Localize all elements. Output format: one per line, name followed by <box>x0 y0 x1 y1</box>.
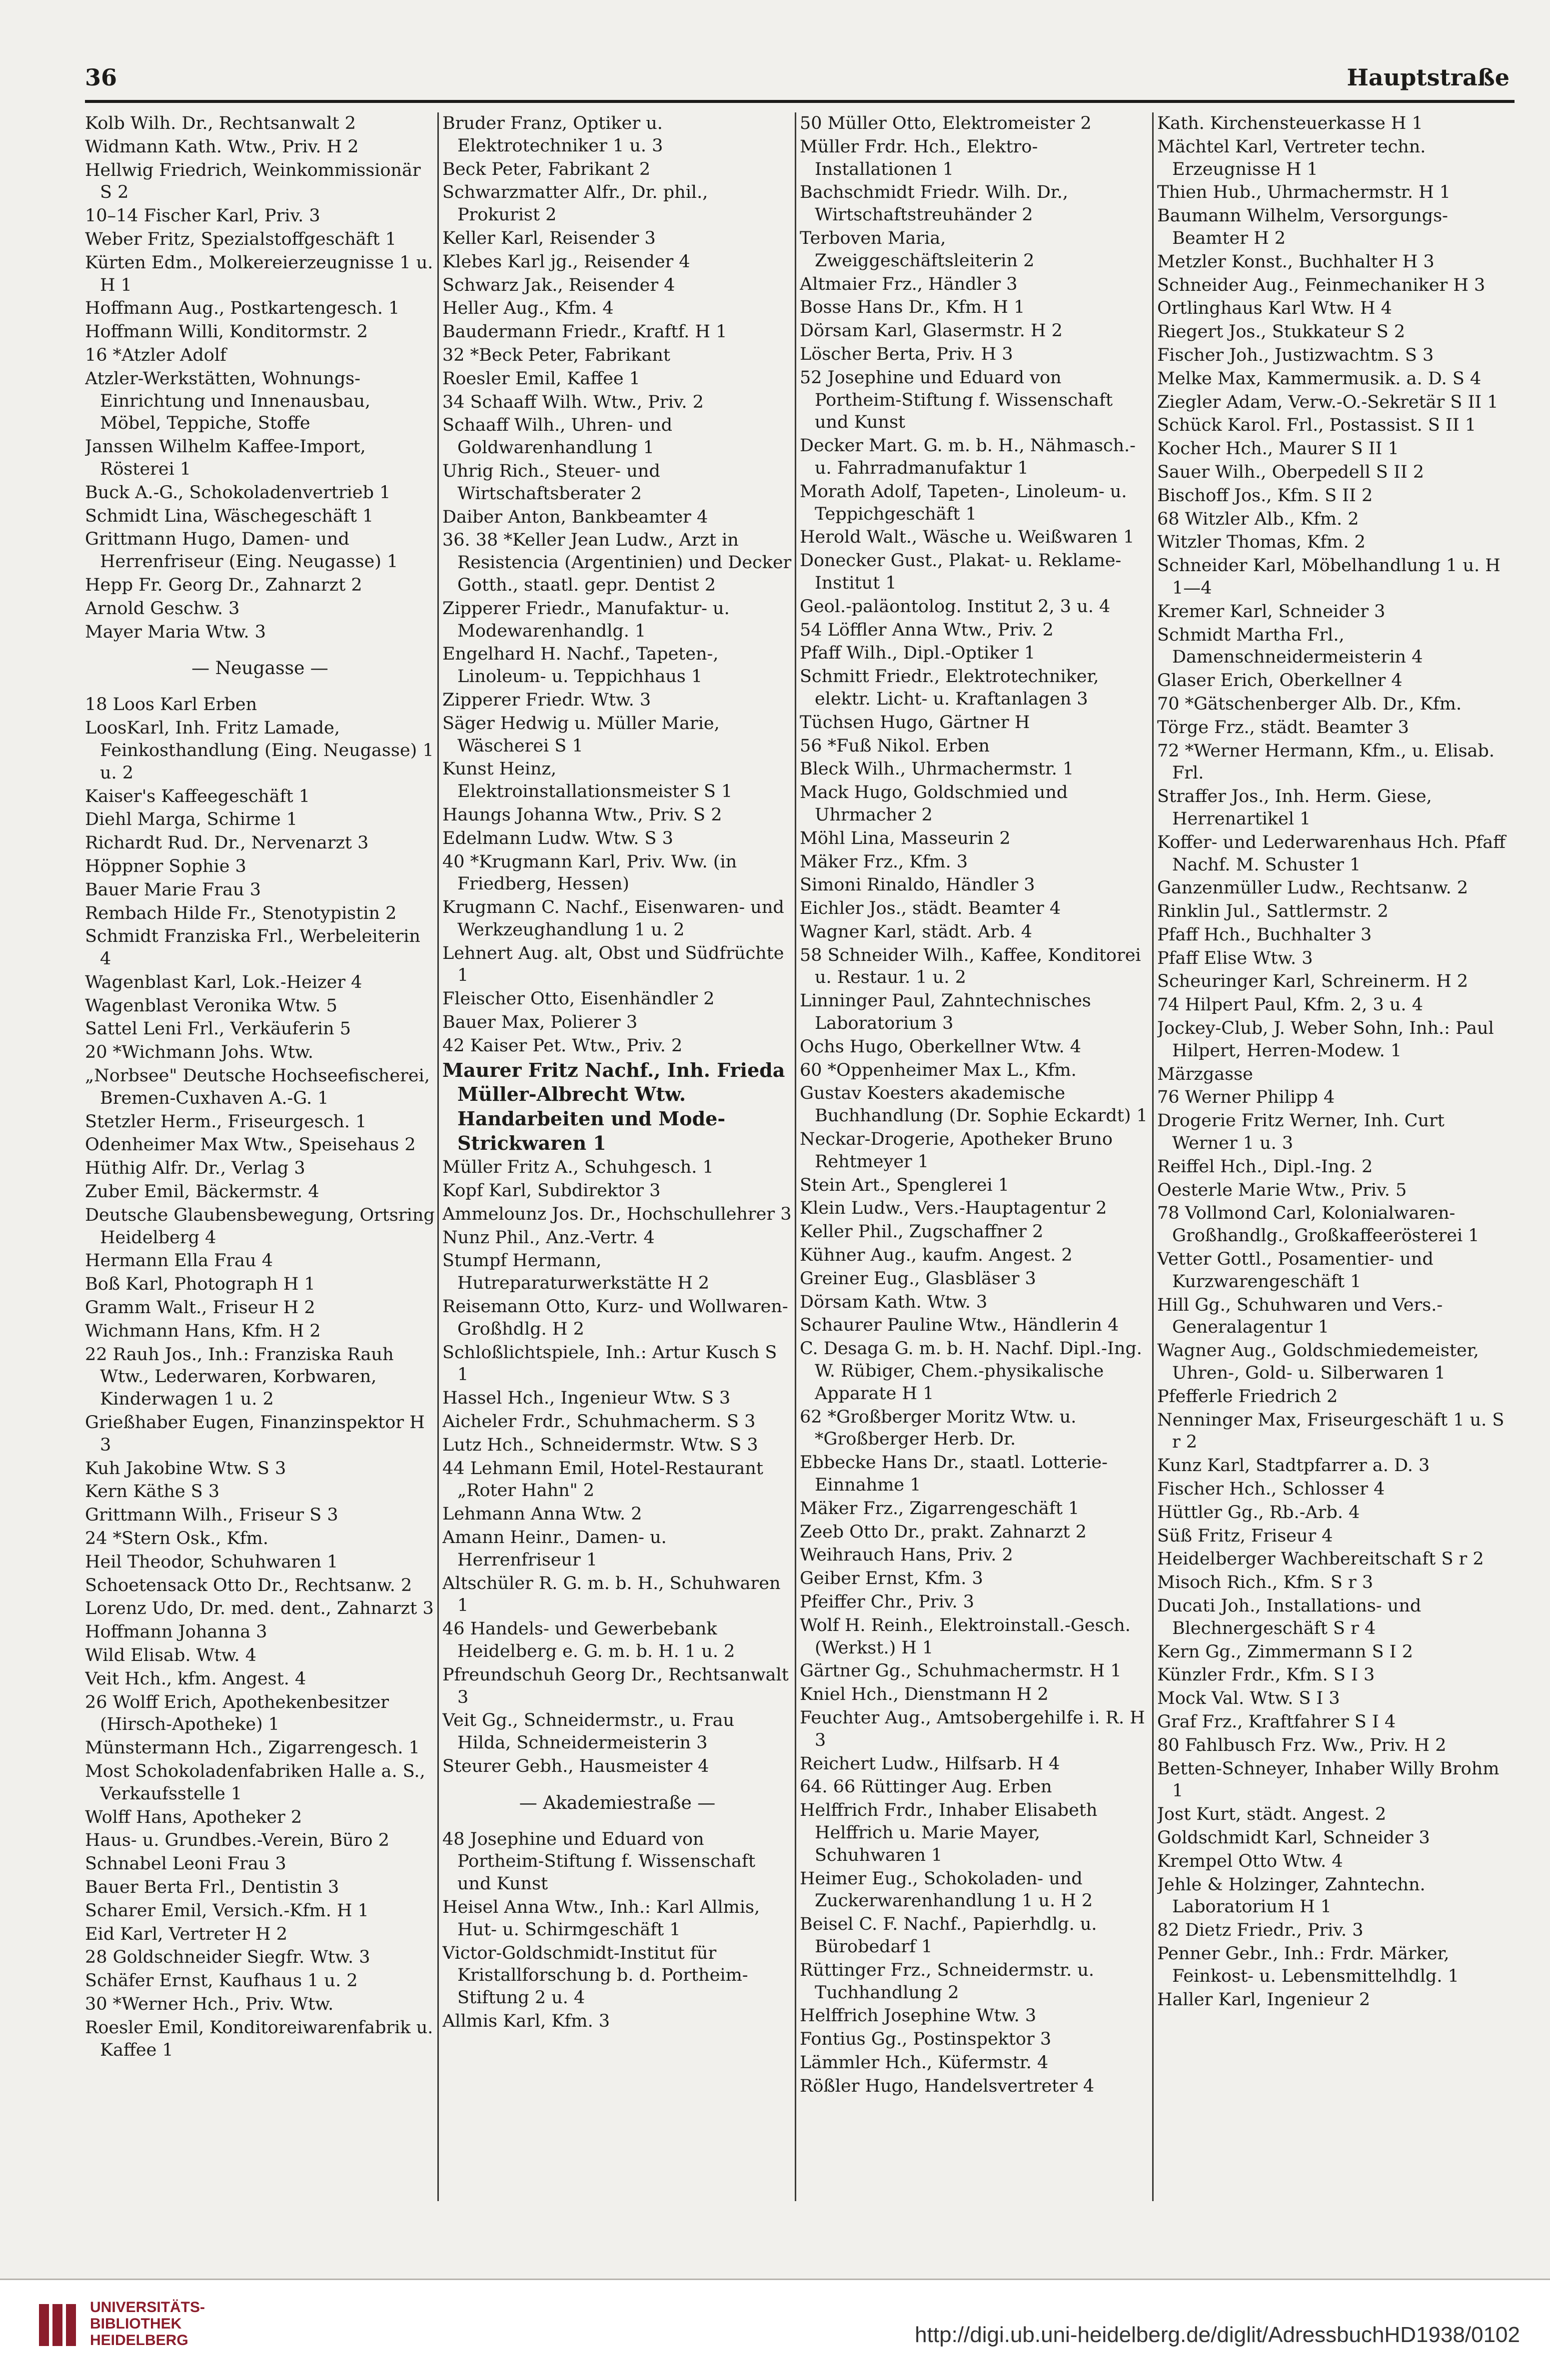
directory-entry: Beisel C. F. Nachf., Papierhdlg. u. Bürobedarf 1 <box>800 1914 1097 1957</box>
directory-entry: Bauer Max, Polierer 3 <box>442 1012 638 1033</box>
directory-entry: Neckar-Drogerie, Apotheker Bruno Rehtmeyer 1 <box>800 1129 1113 1172</box>
directory-entry: Lehnert Aug. alt, Obst und Südfrüchte 1 <box>442 943 784 986</box>
directory-entry: Ortlinghaus Karl Wtw. H 4 <box>1157 298 1392 319</box>
directory-entry: 50 Müller Otto, Elektromeister 2 <box>800 113 1092 133</box>
directory-entry: Heisel Anna Wtw., Inh.: Karl Allmis, Hut- u. Schirmgeschäft 1 <box>442 1897 760 1940</box>
directory-entry: Eichler Jos., städt. Beamter 4 <box>800 898 1061 919</box>
directory-entry: Roesler Emil, Konditoreiwarenfabrik u. Kaffee 1 <box>85 2017 433 2060</box>
running-title-street: Hauptstraße <box>1347 64 1510 91</box>
directory-entry: Hepp Fr. Georg Dr., Zahnarzt 2 <box>85 575 362 595</box>
directory-entry: Widmann Kath. Wtw., Priv. H 2 <box>85 136 359 157</box>
directory-entry: Buck A.-G., Schokoladenvertrieb 1 <box>85 482 391 503</box>
directory-entry: Feuchter Aug., Amtsobergehilfe i. R. H 3 <box>800 1707 1145 1750</box>
directory-entry: Bruder Franz, Optiker u. Elektrotechniker 1 u. 3 <box>442 113 663 156</box>
directory-entry: 76 Werner Philipp 4 <box>1157 1087 1335 1108</box>
directory-entry: 16 *Atzler Adolf <box>85 345 226 365</box>
directory-entry: Kuh Jakobine Wtw. S 3 <box>85 1458 286 1479</box>
directory-entry: Beck Peter, Fabrikant 2 <box>442 159 651 179</box>
directory-entry: Gärtner Gg., Schuhmachermstr. H 1 <box>800 1661 1122 1681</box>
directory-entry: 42 Kaiser Pet. Wtw., Priv. 2 <box>442 1035 683 1056</box>
university-seal-icon <box>35 2300 80 2350</box>
directory-entry: 62 *Großberger Moritz Wtw. u. *Großberger Herb. Dr. <box>800 1407 1077 1450</box>
directory-entry: Sattel Leni Frl., Verkäuferin 5 <box>85 1019 351 1039</box>
directory-entry: Ducati Joh., Installations- und Blechnergeschäft S r 4 <box>1157 1596 1422 1638</box>
directory-entry: Rüttinger Frz., Schneidermstr. u. Tuchhandlung 2 <box>800 1960 1095 2003</box>
directory-entry: Hüthig Alfr. Dr., Verlag 3 <box>85 1158 305 1179</box>
column-1 <box>85 112 435 2231</box>
directory-entry: Jehle & Holzinger, Zahntechn. Laboratorium H 1 <box>1157 1874 1426 1917</box>
directory-entry: 26 Wolff Erich, Apothekenbesitzer (Hirsch-Apotheke) 1 <box>85 1692 389 1735</box>
directory-entry: Daiber Anton, Bankbeamter 4 <box>442 507 708 527</box>
directory-entry: Ganzenmüller Ludw., Rechtsanw. 2 <box>1157 878 1469 898</box>
directory-entry: Grießhaber Eugen, Finanzinspektor H 3 <box>85 1413 425 1455</box>
directory-entry: Uhrig Rich., Steuer- und Wirtschaftsberater 2 <box>442 461 660 504</box>
directory-entry: Helffrich Josephine Wtw. 3 <box>800 2006 1037 2026</box>
directory-entry: Zuber Emil, Bäckermstr. 4 <box>85 1182 319 1202</box>
directory-entry: Mächtel Karl, Vertreter techn. Erzeugnisse H 1 <box>1157 136 1426 179</box>
directory-entry: Pfefferle Friedrich 2 <box>1157 1386 1338 1407</box>
directory-entry: Hermann Ella Frau 4 <box>85 1251 273 1271</box>
directory-entry: Kaiser's Kaffeegeschäft 1 <box>85 786 310 806</box>
directory-entry: Wagner Karl, städt. Arb. 4 <box>800 921 1033 942</box>
directory-entry: Mäker Frz., Kfm. 3 <box>800 851 968 872</box>
directory-entry: Thien Hub., Uhrmachermstr. H 1 <box>1157 182 1451 203</box>
directory-entry: Haungs Johanna Wtw., Priv. S 2 <box>442 804 722 825</box>
directory-entry: Kocher Hch., Maurer S II 1 <box>1157 439 1399 459</box>
directory-entry: Tüchsen Hugo, Gärtner H <box>800 712 1030 733</box>
directory-entry: C. Desaga G. m. b. H. Nachf. Dipl.-Ing. W. Rübiger, Chem.-physikalische Apparate H 1 <box>800 1339 1142 1404</box>
directory-entry: 24 *Stern Osk., Kfm. <box>85 1529 268 1549</box>
directory-entry: Deutsche Glaubensbewegung, Ortsring Heidelberg 4 <box>85 1205 435 1248</box>
directory-entry: 20 *Wichmann Johs. Wtw. <box>85 1042 313 1063</box>
directory-entry: 44 Lehmann Emil, Hotel-Restaurant „Roter Hahn" 2 <box>442 1458 763 1501</box>
directory-entry: Hellwig Friedrich, Weinkommissionär S 2 <box>85 160 421 203</box>
directory-entry: Metzler Konst., Buchhalter H 3 <box>1157 251 1435 272</box>
library-name <box>90 2299 205 2349</box>
directory-entry: Fleischer Otto, Eisenhändler 2 <box>442 989 715 1009</box>
directory-entry: Reiffel Hch., Dipl.-Ing. 2 <box>1157 1156 1373 1177</box>
directory-entry: Kniel Hch., Dienstmann H 2 <box>800 1684 1049 1705</box>
library-name-line: HEIDELBERG <box>90 2332 188 2349</box>
directory-entry: Haus- u. Grundbes.-Verein, Büro 2 <box>85 1830 389 1851</box>
directory-entry: Bischoff Jos., Kfm. S II 2 <box>1157 485 1373 506</box>
directory-entry: Mäker Frz., Zigarrengeschäft 1 <box>800 1498 1080 1519</box>
directory-entry: Veit Hch., kfm. Angest. 4 <box>85 1668 306 1689</box>
directory-entry: Bleck Wilh., Uhrmachermstr. 1 <box>800 759 1074 780</box>
library-footer <box>0 2279 1550 2380</box>
directory-entry: Dörsam Karl, Glasermstr. H 2 <box>800 321 1063 341</box>
directory-entry: Süß Fritz, Friseur 4 <box>1157 1526 1333 1546</box>
directory-entry: Lehmann Anna Wtw. 2 <box>442 1504 642 1525</box>
directory-entry: Aicheler Frdr., Schuhmacherm. S 3 <box>442 1411 756 1432</box>
header-rule <box>85 100 1515 103</box>
directory-entry: Klein Ludw., Vers.-Hauptagentur 2 <box>800 1198 1107 1219</box>
directory-entry: Roesler Emil, Kaffee 1 <box>442 368 640 389</box>
directory-entry: Gustav Koesters akademische Buchhandlung (Dr. Sophie Eckardt) 1 <box>800 1083 1148 1126</box>
directory-entry: Most Schokoladenfabriken Halle a. S., Verkaufsstelle 1 <box>85 1761 425 1804</box>
directory-entry: Reichert Ludw., Hilfsarb. H 4 <box>800 1753 1060 1774</box>
directory-entry: 58 Schneider Wilh., Kaffee, Konditorei u. Restaur. 1 u. 2 <box>800 945 1141 988</box>
library-name-line: UNIVERSITÄTS- <box>90 2299 205 2316</box>
directory-entry: Jockey-Club, J. Weber Sohn, Inh.: Paul Hilpert, Herren-Modew. 1 <box>1157 1018 1494 1061</box>
directory-entry: Haller Karl, Ingenieur 2 <box>1157 1989 1371 2010</box>
directory-entry: 18 Loos Karl Erben <box>85 695 257 715</box>
directory-entry: Weihrauch Hans, Priv. 2 <box>800 1545 1013 1566</box>
directory-entry: Zipperer Friedr. Wtw. 3 <box>442 690 651 710</box>
directory-entry: Märzgasse <box>1157 1064 1253 1084</box>
directory-entry: Riegert Jos., Stukkateur S 2 <box>1157 322 1406 342</box>
directory-entry: Pfaff Hch., Buchhalter 3 <box>1157 924 1372 945</box>
directory-entry: Sauer Wilh., Oberpedell S II 2 <box>1157 462 1425 482</box>
directory-entry: Penner Gebr., Inh.: Frdr. Märker, Feinkost- u. Lebensmittelhdlg. 1 <box>1157 1943 1459 1986</box>
column-4 <box>1157 112 1507 2231</box>
directory-entry: Fontius Gg., Postinspektor 3 <box>800 2029 1052 2050</box>
directory-entry: Ochs Hugo, Oberkellner Wtw. 4 <box>800 1036 1082 1057</box>
directory-entry: Gramm Walt., Friseur H 2 <box>85 1298 315 1318</box>
directory-entry: Arnold Geschw. 3 <box>85 598 240 619</box>
directory-entry: Vetter Gottl., Posamentier- und Kurzwarengeschäft 1 <box>1157 1249 1434 1292</box>
directory-entry: Wolf H. Reinh., Elektroinstall.-Gesch. (Werkst.) H 1 <box>800 1615 1131 1658</box>
directory-entry: Klebes Karl jg., Reisender 4 <box>442 251 690 272</box>
directory-entry: Stumpf Hermann, Hutreparaturwerkstätte H 2 <box>442 1251 710 1294</box>
directory-entry: Pfaff Elise Wtw. 3 <box>1157 948 1313 968</box>
directory-entry: Törge Frz., städt. Beamter 3 <box>1157 717 1409 738</box>
directory-entry: Möhl Lina, Masseurin 2 <box>800 828 1011 848</box>
directory-entry: Schaaff Wilh., Uhren- und Goldwarenhandlung 1 <box>442 415 672 458</box>
directory-entry: Wichmann Hans, Kfm. H 2 <box>85 1321 321 1341</box>
source-url-link[interactable]: http://digi.ub.uni-heidelberg.de/diglit/AdressbuchHD1938/0102 <box>915 2323 1520 2347</box>
directory-entry: Krempel Otto Wtw. 4 <box>1157 1851 1343 1871</box>
directory-entry: Schäfer Ernst, Kaufhaus 1 u. 2 <box>85 1971 358 1991</box>
directory-entry: Bosse Hans Dr., Kfm. H 1 <box>800 297 1025 318</box>
directory-entry: Grittmann Wilh., Friseur S 3 <box>85 1505 338 1526</box>
directory-entry: Bauer Marie Frau 3 <box>85 879 261 900</box>
directory-entry: Schneider Aug., Feinmechaniker H 3 <box>1157 275 1486 295</box>
directory-entry: Heimer Eug., Schokoladen- und Zuckerwarenhandlung 1 u. H 2 <box>800 1868 1093 1911</box>
directory-entry: Reisemann Otto, Kurz- und Wollwaren-Großhdlg. H 2 <box>442 1296 788 1339</box>
directory-entry: Atzler-Werkstätten, Wohnungs-Einrichtung und Innenausbau, Möbel, Teppiche, Stoffe <box>85 368 371 434</box>
directory-entry: Veit Gg., Schneidermstr., u. Frau Hilda, Schneidermeisterin 3 <box>442 1710 735 1753</box>
directory-entry: 28 Goldschneider Siegfr. Wtw. 3 <box>85 1947 370 1968</box>
directory-entry: Kern Käthe S 3 <box>85 1482 220 1502</box>
directory-entry: Herold Walt., Wäsche u. Weißwaren 1 <box>800 527 1135 548</box>
directory-entry: 32 *Beck Peter, Fabrikant <box>442 345 670 365</box>
directory-entry: Hoffmann Aug., Postkartengesch. 1 <box>85 298 400 319</box>
directory-entry: Simoni Rinaldo, Händler 3 <box>800 875 1035 895</box>
directory-entry: Schmitt Friedr., Elektrotechniker, elektr. Licht- u. Kraftanlagen 3 <box>800 667 1099 709</box>
directory-entry: Schaurer Pauline Wtw., Händlerin 4 <box>800 1315 1119 1336</box>
directory-entry: Schneider Karl, Möbelhandlung 1 u. H 1—4 <box>1157 556 1501 598</box>
directory-entry: Drogerie Fritz Werner, Inh. Curt Werner 1 u. 3 <box>1157 1111 1445 1154</box>
directory-entry: Altschüler R. G. m. b. H., Schuhwaren 1 <box>442 1573 781 1616</box>
directory-entry: Schloßlichtspiele, Inh.: Artur Kusch S 1 <box>442 1342 777 1385</box>
directory-entry: Greiner Eug., Glasbläser 3 <box>800 1268 1036 1289</box>
directory-entry: Goldschmidt Karl, Schneider 3 <box>1157 1827 1430 1848</box>
directory-entry: Ammelounz Jos. Dr., Hochschullehrer 3 <box>442 1204 792 1224</box>
directory-entry: Hill Gg., Schuhwaren und Vers.-Generalagentur 1 <box>1157 1295 1443 1338</box>
directory-entry: Höppner Sophie 3 <box>85 856 246 876</box>
directory-entry: Scheuringer Karl, Schreinerm. H 2 <box>1157 971 1469 992</box>
directory-entry: Misoch Rich., Kfm. S r 3 <box>1157 1573 1374 1593</box>
directory-entry: Helffrich Frdr., Inhaber Elisabeth Helffrich u. Marie Mayer, Schuhwaren 1 <box>800 1800 1098 1865</box>
directory-entry: Kürten Edm., Molkereierzeugnisse 1 u. H 1 <box>85 252 433 295</box>
directory-entry: Heil Theodor, Schuhwaren 1 <box>85 1552 338 1572</box>
directory-entry: Ebbecke Hans Dr., staatl. Lotterie-Einnahme 1 <box>800 1453 1108 1496</box>
directory-entry: Allmis Karl, Kfm. 3 <box>442 2011 610 2032</box>
directory-entry: 68 Witzler Alb., Kfm. 2 <box>1157 509 1359 529</box>
directory-entry: Linninger Paul, Zahntechnisches Laboratorium 3 <box>800 991 1091 1034</box>
directory-entry: Kunz Karl, Stadtpfarrer a. D. 3 <box>1157 1456 1430 1476</box>
directory-entry: Kremer Karl, Schneider 3 <box>1157 601 1386 622</box>
column-divider <box>795 112 796 2201</box>
directory-entry: Koffer- und Lederwarenhaus Hch. Pfaff Nachf. M. Schuster 1 <box>1157 832 1506 875</box>
directory-entry: Pfreundschuh Georg Dr., Rechtsanwalt 3 <box>442 1664 789 1707</box>
directory-entry: Mack Hugo, Goldschmied und Uhrmacher 2 <box>800 783 1068 825</box>
directory-entry: Krugmann C. Nachf., Eisenwaren- und Werkzeughandlung 1 u. 2 <box>442 897 784 940</box>
directory-entry: Künzler Frdr., Kfm. S I 3 <box>1157 1665 1375 1685</box>
directory-entry: Schoetensack Otto Dr., Rechtsanw. 2 <box>85 1575 412 1595</box>
directory-entry: Schnabel Leoni Frau 3 <box>85 1854 286 1874</box>
directory-entry: Richardt Rud. Dr., Nervenarzt 3 <box>85 833 369 853</box>
directory-entry: Graf Frz., Kraftfahrer S I 4 <box>1157 1711 1396 1732</box>
directory-entry: Bachschmidt Friedr. Wilh. Dr., Wirtschaftstreuhänder 2 <box>800 182 1069 225</box>
directory-entry: Schmidt Franziska Frl., Werbeleiterin 4 <box>85 926 420 969</box>
directory-entry: Wagenblast Karl, Lok.-Heizer 4 <box>85 972 362 992</box>
directory-entry: Münstermann Hch., Zigarrengesch. 1 <box>85 1738 420 1758</box>
directory-entry: 82 Dietz Friedr., Priv. 3 <box>1157 1920 1364 1941</box>
directory-entry: Säger Hedwig u. Müller Marie, Wäscherei S 1 <box>442 713 720 756</box>
directory-entry: Steurer Gebh., Hausmeister 4 <box>442 1756 709 1776</box>
directory-entry: Pfeiffer Chr., Priv. 3 <box>800 1592 975 1612</box>
directory-entry: Betten-Schneyer, Inhaber Willy Brohm 1 <box>1157 1758 1500 1801</box>
directory-entry: Altmaier Frz., Händler 3 <box>800 274 1018 294</box>
directory-entry: Decker Mart. G. m. b. H., Nähmasch.- u. Fahrradmanufaktur 1 <box>800 436 1136 478</box>
directory-entry: Kern Gg., Zimmermann S I 2 <box>1157 1641 1413 1662</box>
column-divider <box>437 112 439 2201</box>
directory-entry: Boß Karl, Photograph H 1 <box>85 1274 315 1295</box>
directory-entry: Melke Max, Kammermusik. a. D. S 4 <box>1157 368 1482 389</box>
library-name-line: BIBLIOTHEK <box>90 2316 182 2332</box>
directory-entry: Kolb Wilh. Dr., Rechtsanwalt 2 <box>85 113 356 133</box>
directory-entry: Hassel Hch., Ingenieur Wtw. S 3 <box>442 1388 731 1409</box>
directory-entry: Stein Art., Spenglerei 1 <box>800 1175 1010 1195</box>
directory-entry: Rinklin Jul., Sattlermstr. 2 <box>1157 901 1389 922</box>
directory-entry: Müller Fritz A., Schuhgesch. 1 <box>442 1157 714 1178</box>
directory-entry: Kühner Aug., kaufm. Angest. 2 <box>800 1245 1073 1266</box>
directory-entry: Mock Val. Wtw. S I 3 <box>1157 1688 1340 1709</box>
directory-entry: Maurer Fritz Nachf., Inh. Frieda Müller-Albrecht Wtw. Handarbeiten und Mode-Strickwaren 1 <box>442 1058 785 1154</box>
directory-entry: Nenninger Max, Friseurgeschäft 1 u. S r 2 <box>1157 1410 1505 1453</box>
directory-entry: Terboven Maria, Zweiggeschäftsleiterin 2 <box>800 228 1035 271</box>
page-number: 36 <box>85 64 117 91</box>
directory-entry: 60 *Oppenheimer Max L., Kfm. <box>800 1060 1077 1080</box>
directory-entry: 74 Hilpert Paul, Kfm. 2, 3 u. 4 <box>1157 995 1423 1015</box>
directory-entry: 40 *Krugmann Karl, Priv. Ww. (in Friedberg, Hessen) <box>442 851 737 894</box>
directory-entry: Hüttler Gg., Rb.-Arb. 4 <box>1157 1502 1360 1523</box>
directory-entry: Zeeb Otto Dr., prakt. Zahnarzt 2 <box>800 1522 1087 1542</box>
directory-entry: Nunz Phil., Anz.-Vertr. 4 <box>442 1227 655 1248</box>
directory-entry: Kopf Karl, Subdirektor 3 <box>442 1180 661 1201</box>
directory-entry: Odenheimer Max Wtw., Speisehaus 2 <box>85 1135 416 1155</box>
column-2 <box>442 112 792 2231</box>
directory-entry: 72 *Werner Hermann, Kfm., u. Elisab. Frl. <box>1157 741 1495 784</box>
directory-entry: Oesterle Marie Wtw., Priv. 5 <box>1157 1180 1407 1200</box>
directory-entry: Schmidt Lina, Wäschegeschäft 1 <box>85 506 374 526</box>
directory-entry: Witzler Thomas, Kfm. 2 <box>1157 532 1366 553</box>
directory-entry: Geiber Ernst, Kfm. 3 <box>800 1569 983 1589</box>
directory-entry: Rembach Hilde Fr., Stenotypistin 2 <box>85 903 397 923</box>
directory-entry: Wolff Hans, Apotheker 2 <box>85 1807 302 1827</box>
directory-entry: 36. 38 *Keller Jean Ludw., Arzt in Resistencia (Argentinien) und Decker Gotth., staatl. gepr. Dentist 2 <box>442 530 792 595</box>
directory-entry: Weber Fritz, Spezialstoffgeschäft 1 <box>85 229 397 249</box>
directory-entry: Edelmann Ludw. Wtw. S 3 <box>442 828 673 848</box>
directory-entry: 10–14 Fischer Karl, Priv. 3 <box>85 206 320 226</box>
directory-entry: Wagner Aug., Goldschmiedemeister, Uhren-, Gold- u. Silberwaren 1 <box>1157 1341 1479 1384</box>
directory-entry: Engelhard H. Nachf., Tapeten-, Linoleum- u. Teppichhaus 1 <box>442 644 719 687</box>
directory-entry: Schwarzmatter Alfr., Dr. phil., Prokurist 2 <box>442 182 708 225</box>
directory-entry: Baumann Wilhelm, Versorgungs-Beamter H 2 <box>1157 206 1448 248</box>
directory-entry: Schück Karol. Frl., Postassist. S II 1 <box>1157 415 1477 436</box>
directory-entry: Fischer Hch., Schlosser 4 <box>1157 1479 1385 1500</box>
directory-entry: 78 Vollmond Carl, Kolonialwaren-Großhandlg., Großkaffeerösterei 1 <box>1157 1203 1480 1246</box>
directory-entry: Glaser Erich, Oberkellner 4 <box>1157 671 1403 691</box>
directory-entry: 22 Rauh Jos., Inh.: Franziska Rauh Wtw., Lederwaren, Korbwaren, Kinderwagen 1 u. 2 <box>85 1344 394 1410</box>
directory-entry: „Norbsee" Deutsche Hochseefischerei, Bremen-Cuxhaven A.-G. 1 <box>85 1066 430 1108</box>
directory-entry: Rößler Hugo, Handelsvertreter 4 <box>800 2076 1095 2096</box>
directory-entry: Hoffmann Willi, Konditormstr. 2 <box>85 322 368 342</box>
street-section-heading: — Akademiestraße — <box>519 1792 716 1813</box>
directory-entry: 64. 66 Rüttinger Aug. Erben <box>800 1777 1052 1797</box>
directory-entry: Wagenblast Veronika Wtw. 5 <box>85 995 337 1016</box>
directory-entry: Kunst Heinz, Elektroinstallationsmeister S 1 <box>442 759 733 802</box>
directory-entry: Jost Kurt, städt. Angest. 2 <box>1157 1804 1387 1825</box>
directory-columns <box>85 112 1515 2231</box>
directory-entry: Victor-Goldschmidt-Institut für Kristallforschung b. d. Portheim-Stiftung 2 u. 4 <box>442 1943 748 2008</box>
directory-entry: 46 Handels- und Gewerbebank Heidelberg e. G. m. b. H. 1 u. 2 <box>442 1619 735 1661</box>
directory-entry: Kath. Kirchensteuerkasse H 1 <box>1157 113 1423 133</box>
directory-entry: Baudermann Friedr., Kraftf. H 1 <box>442 322 727 342</box>
directory-entry: Diehl Marga, Schirme 1 <box>85 809 298 830</box>
directory-entry: Geol.-paläontolog. Institut 2, 3 u. 4 <box>800 596 1111 617</box>
directory-entry: Wild Elisab. Wtw. 4 <box>85 1645 257 1665</box>
directory-entry: Heidelberger Wachbereitschaft S r 2 <box>1157 1549 1484 1570</box>
directory-entry: Ziegler Adam, Verw.-O.-Sekretär S II 1 <box>1157 392 1499 412</box>
directory-entry: Bauer Berta Frl., Dentistin 3 <box>85 1877 339 1897</box>
directory-entry: Müller Frdr. Hch., Elektro-Installationen 1 <box>800 136 1038 179</box>
directory-entry: Heller Aug., Kfm. 4 <box>442 298 614 319</box>
directory-entry: Schwarz Jak., Reisender 4 <box>442 275 675 295</box>
directory-entry: Hoffmann Johanna 3 <box>85 1622 267 1642</box>
directory-entry: Grittmann Hugo, Damen- und Herrenfriseur (Eing. Neugasse) 1 <box>85 529 398 572</box>
directory-entry: Janssen Wilhelm Kaffee-Import, Rösterei 1 <box>85 437 366 479</box>
column-divider <box>1152 112 1154 2201</box>
directory-entry: Fischer Joh., Justizwachtm. S 3 <box>1157 345 1434 365</box>
directory-entry: Mayer Maria Wtw. 3 <box>85 622 266 642</box>
directory-entry: 34 Schaaff Wilh. Wtw., Priv. 2 <box>442 392 704 412</box>
directory-entry: 52 Josephine und Eduard von Portheim-Stiftung f. Wissenschaft und Kunst <box>800 367 1113 433</box>
directory-entry: 70 *Gätschenberger Alb. Dr., Kfm. <box>1157 694 1462 714</box>
directory-entry: 54 Löffler Anna Wtw., Priv. 2 <box>800 620 1054 640</box>
directory-entry: Scharer Emil, Versich.-Kfm. H 1 <box>85 1900 369 1921</box>
street-section-heading: — Neugasse — <box>191 658 328 679</box>
directory-entry: Amann Heinr., Damen- u. Herrenfriseur 1 <box>442 1527 667 1570</box>
directory-entry: LoosKarl, Inh. Fritz Lamade, Feinkosthandlung (Eing. Neugasse) 1 u. 2 <box>85 718 434 783</box>
directory-entry: Zipperer Friedr., Manufaktur- u. Modewarenhandlg. 1 <box>442 598 730 641</box>
directory-entry: Lämmler Hch., Küfermstr. 4 <box>800 2052 1049 2073</box>
directory-entry: Donecker Gust., Plakat- u. Reklame-Institut 1 <box>800 551 1122 593</box>
directory-entry: Keller Phil., Zugschaffner 2 <box>800 1222 1044 1242</box>
directory-entry: Straffer Jos., Inh. Herm. Giese, Herrenartikel 1 <box>1157 787 1432 829</box>
directory-entry: Morath Adolf, Tapeten-, Linoleum- u. Teppichgeschäft 1 <box>800 481 1127 524</box>
page-header <box>75 59 1520 99</box>
column-3 <box>800 112 1150 2231</box>
directory-entry: 48 Josephine und Eduard von Portheim-Stiftung f. Wissenschaft und Kunst <box>442 1829 756 1894</box>
directory-entry: Lutz Hch., Schneidermstr. Wtw. S 3 <box>442 1435 758 1455</box>
directory-entry: Keller Karl, Reisender 3 <box>442 228 656 248</box>
directory-entry: Pfaff Wilh., Dipl.-Optiker 1 <box>800 643 1036 664</box>
directory-entry: 80 Fahlbusch Frz. Ww., Priv. H 2 <box>1157 1735 1447 1755</box>
directory-entry: 56 *Fuß Nikol. Erben <box>800 736 990 756</box>
directory-entry: Eid Karl, Vertreter H 2 <box>85 1924 288 1944</box>
directory-entry: Lorenz Udo, Dr. med. dent., Zahnarzt 3 <box>85 1598 434 1619</box>
directory-entry: Stetzler Herm., Friseurgesch. 1 <box>85 1111 367 1132</box>
directory-entry: Schmidt Martha Frl., Damenschneidermeisterin 4 <box>1157 625 1423 668</box>
directory-entry: Löscher Berta, Priv. H 3 <box>800 344 1013 364</box>
directory-entry: Dörsam Kath. Wtw. 3 <box>800 1292 988 1312</box>
directory-entry: 30 *Werner Hch., Priv. Wtw. <box>85 1994 334 2014</box>
